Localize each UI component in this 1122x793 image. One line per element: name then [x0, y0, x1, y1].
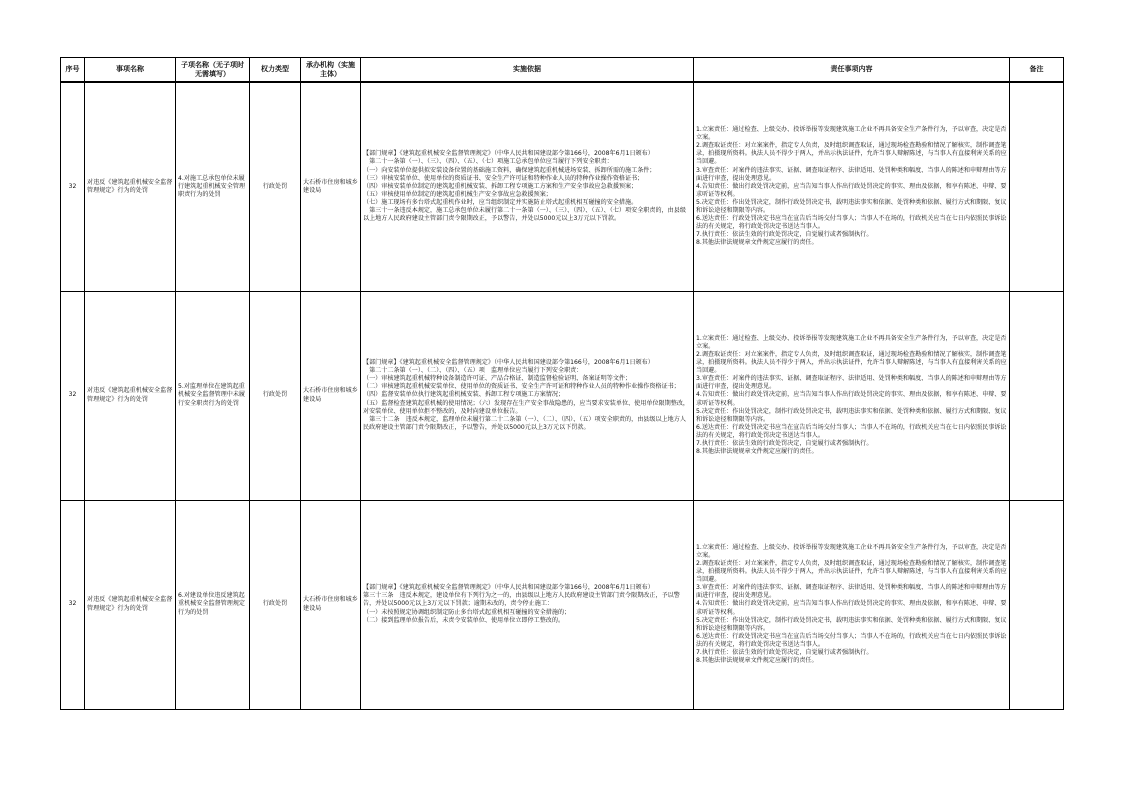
basis-line: 第三十二条 违反本规定，监理单位未履行第二十二条第（一）、（二）、（四）、（五）项安全职责的，由县级以上地方人民政府建设主管部门责令限期改正，予以警告，并处以5000元以上3万元以下罚款。	[363, 415, 686, 431]
duty-line: 3.审查责任：对案件的违法事实、证据、调查取证程序、法律适用、处罚种类和幅度、当事人的陈述和申辩理由等方面进行审查，提出处理意见。	[696, 166, 1007, 182]
basis-line: （一）向安装单位提供拟安装设备位置的基础施工资料，确保建筑起重机械进场安装、拆卸所需的施工条件；	[363, 166, 656, 174]
duty-line: 5.决定责任：作出处罚决定，制作行政处罚决定书，载明违法事实和依据、处罚种类和依据、履行方式和期限、复议和诉讼途径和期限等内容。	[696, 616, 1007, 632]
duty-line: 5.决定责任：作出处罚决定，制作行政处罚决定书，载明违法事实和依据、处罚种类和依据、履行方式和期限、复议和诉讼途径和期限等内容。	[696, 198, 1007, 214]
basis-line: 第三十三条 违反本规定，建设单位有下列行为之一的，由县级以上地方人民政府建设主管部门责令限期改正，予以警告，并处以5000元以上3万元以下罚款；逾期未改的，责令停止施工：	[363, 592, 680, 608]
duty-line: 6.送达责任：行政处罚决定书应当在宣告后当场交付当事人；当事人不在场的，行政机关应当在七日内依照民事诉讼法的有关规定，将行政处罚决定书送达当事人。	[696, 632, 1007, 648]
duty-line: 1.立案责任：通过检查、上级交办、投诉举报等发现建筑施工企业不再具备安全生产条件行为，予以审查，决定是否立案。	[696, 126, 1007, 142]
basis-line: （一）审核建筑起重机械特种设备制造许可证、产品合格证、制造监督检验证明、备案证明等文件；	[363, 375, 632, 383]
header-seq: 序号	[61, 58, 85, 83]
duty-line: 8.其他法律法规规章文件规定应履行的责任。	[696, 239, 818, 247]
cell-power-type: 行政处罚	[250, 500, 301, 709]
header-duty: 责任事项内容	[694, 58, 1010, 83]
duty-line: 8.其他法律法规规章文件规定应履行的责任。	[696, 448, 818, 456]
cell-item-name: 对违反《建筑起重机械安全监督管理规定》行为的处罚	[85, 500, 176, 709]
basis-line: （二）接到监理单位报告后，未责令安装单位、使用单位立即停工整改的。	[363, 616, 565, 624]
basis-line: 【部门规章】《建筑起重机械安全监督管理规定》（中华人民共和国建设部令第166号，2008年6月1日颁布）	[363, 359, 654, 367]
cell-agency: 大石桥市住房和城乡建设局	[301, 500, 361, 709]
header-note: 备注	[1010, 58, 1064, 83]
header-power-type: 权力类型	[250, 58, 301, 83]
basis-line: 第二十二条第（一）、（二）、（四）、（五）项 监理单位应当履行下列安全职责：	[363, 367, 583, 375]
duty-line: 6.送达责任：行政处罚决定书应当在宣告后当场交付当事人；当事人不在场的，行政机关应当在七日内依照民事诉讼法的有关规定，将行政处罚决定书送达当事人。	[696, 215, 1007, 231]
header-item-name: 事项名称	[85, 58, 176, 83]
header-row	[61, 58, 1064, 83]
header-subitem-name: 子项名称（无子项时无需填写）	[176, 58, 250, 83]
duty-line: 2.调查取证责任：对立案案件，指定专人负责，及时组织调查取证，通过现场检查勘验和情况了解核实，制作调查笔录，拍摄现所资料。执法人员不得少于两人，并出示执法证件，允许当事人辩解陈述，与当事人有直接利害关系的应当回避。	[696, 350, 1007, 375]
cell-item-name: 对违反《建筑起重机械安全监督管理规定》行为的处罚	[85, 82, 176, 291]
cell-subitem-name: 5.对监理单位在建筑起重机械安全监督管理中未履行安全职责行为的处罚	[176, 291, 250, 500]
basis-line: （一）未按照规定协调组织制定防止多台塔式起重机相互碰撞的安全措施的；	[363, 608, 571, 616]
duty-line: 2.调查取证责任：对立案案件，指定专人负责，及时组织调查取证，通过现场检查勘验和情况了解核实，制作调查笔录，拍摄现所资料。执法人员不得少于两人，并出示执法证件，允许当事人辩解陈述，与当事人有直接利害关系的应当回避。	[696, 559, 1007, 584]
basis-line: 第三十一条违反本规定，施工总承包单位未履行第二十一条第（一）、（三）、（四）、（五）、（七）项安全职责的，由县级以上地方人民政府建设主管部门责令限期改正，予以警告，并处以5000元以上3万元以下罚款。	[363, 206, 686, 223]
duty-line: 7.执行责任：依法生效的行政处罚决定，自觉履行或者强制执行。	[696, 440, 873, 448]
duty-line: 6.送达责任：行政处罚决定书应当在宣告后当场交付当事人；当事人不在场的，行政机关应当在七日内依照民事诉讼法的有关规定，将行政处罚决定书送达当事人。	[696, 423, 1007, 439]
basis-line: （五）审核使用单位制定的建筑起重机械生产安全事故应急救援预案；	[363, 190, 552, 198]
cell-note	[1010, 82, 1064, 291]
cell-basis	[361, 500, 694, 709]
cell-duty	[694, 500, 1010, 709]
basis-line: 第二十一条第（一）、（三）、（四）、（五）、（七）项施工总承包单位应当履行下列安全职责：	[363, 158, 613, 166]
cell-subitem-name: 4.对施工总承包单位未履行建筑起重机械安全管理职责行为的处罚	[176, 82, 250, 291]
cell-subitem-name: 6.对建设单位违反建筑起重机械安全监督管理规定行为的处罚	[176, 500, 250, 709]
basis-line: （七）施工现场有多台塔式起重机作业时，应当组织制定并实施防止塔式起重机相互碰撞的安全措施。	[363, 198, 638, 206]
cell-power-type: 行政处罚	[250, 82, 301, 291]
cell-duty	[694, 82, 1010, 291]
responsibility-table	[60, 57, 1064, 710]
duty-line: 3.审查责任：对案件的违法事实、证据、调查取证程序、法律适用、处罚种类和幅度、当事人的陈述和申辩理由等方面进行审查，提出处理意见。	[696, 375, 1007, 391]
duty-line: 4.告知责任：做出行政处罚决定前，应当告知当事人作出行政处罚决定的事实、理由及依据，和享有陈述、申辩、要求听证等权利。	[696, 182, 1007, 198]
duty-line: 4.告知责任：做出行政处罚决定前，应当告知当事人作出行政处罚决定的事实、理由及依据，和享有陈述、申辩、要求听证等权利。	[696, 391, 1007, 407]
duty-line: 1.立案责任：通过检查、上级交办、投诉举报等发现建筑施工企业不再具备安全生产条件行为，予以审查，决定是否立案。	[696, 334, 1007, 350]
basis-line: 【部门规章】《建筑起重机械安全监督管理规定》（中华人民共和国建设部令第166号，2008年6月1日颁布）	[363, 584, 654, 592]
cell-seq: 32	[61, 291, 85, 500]
table-row	[61, 82, 1064, 291]
cell-item-name: 对违反《建筑起重机械安全监督管理规定》行为的处罚	[85, 291, 176, 500]
cell-agency: 大石桥市住房和城乡建设局	[301, 291, 361, 500]
basis-line: （五）监督检查建筑起重机械的使用情况；（六）发现存在生产安全事故隐患的，应当要求安装单位、使用单位限期整改，对安装单位、使用单位拒不整改的，及时向建设单位报告。	[363, 399, 690, 415]
basis-line: （四）审核安装单位制定的建筑起重机械安装、拆卸工程专项施工方案和生产安全事故应急救援预案；	[363, 182, 638, 190]
duty-line: 7.执行责任：依法生效的行政处罚决定，自觉履行或者强制执行。	[696, 649, 873, 657]
duty-line: 5.决定责任：作出处罚决定，制作行政处罚决定书，载明违法事实和依据、处罚种类和依据、履行方式和期限、复议和诉讼途径和期限等内容。	[696, 407, 1007, 423]
duty-line: 3.审查责任：对案件的违法事实、证据、调查取证程序、法律适用、处罚种类和幅度、当事人的陈述和申辩理由等方面进行审查，提出处理意见。	[696, 584, 1007, 600]
duty-line: 1.立案责任：通过检查、上级交办、投诉举报等发现建筑施工企业不再具备安全生产条件行为，予以审查，决定是否立案。	[696, 543, 1007, 559]
cell-basis	[361, 82, 694, 291]
table-row	[61, 500, 1064, 709]
duty-line: 8.其他法律法规规章文件规定应履行的责任。	[696, 657, 818, 665]
cell-agency: 大石桥市住房和城乡建设局	[301, 82, 361, 291]
basis-line: （三）审核安装单位、使用单位的资质证书、安全生产许可证和特种作业人员的特种作业操作资格证书；	[363, 174, 644, 182]
duty-line: 4.告知责任：做出行政处罚决定前，应当告知当事人作出行政处罚决定的事实、理由及依据，和享有陈述、申辩、要求听证等权利。	[696, 600, 1007, 616]
basis-line: （二）审核建筑起重机械安装单位、使用单位的资质证书、安全生产许可证和特种作业人员的特种作业操作资格证书；	[363, 383, 680, 391]
cell-note	[1010, 500, 1064, 709]
cell-note	[1010, 291, 1064, 500]
table-row	[61, 291, 1064, 500]
header-basis: 实施依据	[361, 58, 694, 83]
cell-basis	[361, 291, 694, 500]
duty-line: 2.调查取证责任：对立案案件，指定专人负责，及时组织调查取证，通过现场检查勘验和情况了解核实，制作调查笔录，拍摄现所资料。执法人员不得少于两人，并出示执法证件，允许当事人辩解陈述，与当事人有直接利害关系的应当回避。	[696, 142, 1007, 166]
cell-duty	[694, 291, 1010, 500]
basis-line: （四）监督安装单位执行建筑起重机械安装、拆卸工程专项施工方案情况；	[363, 391, 565, 399]
basis-line: 【部门规章】《建筑起重机械安全监督管理规定》（中华人民共和国建设部令第166号，2008年6月1日颁布）	[363, 150, 654, 158]
cell-power-type: 行政处罚	[250, 291, 301, 500]
cell-seq: 32	[61, 82, 85, 291]
duty-line: 7.执行责任：依法生效的行政处罚决定，自觉履行或者强制执行。	[696, 231, 873, 239]
cell-seq: 32	[61, 500, 85, 709]
header-agency: 承办机构（实施主体）	[301, 58, 361, 83]
